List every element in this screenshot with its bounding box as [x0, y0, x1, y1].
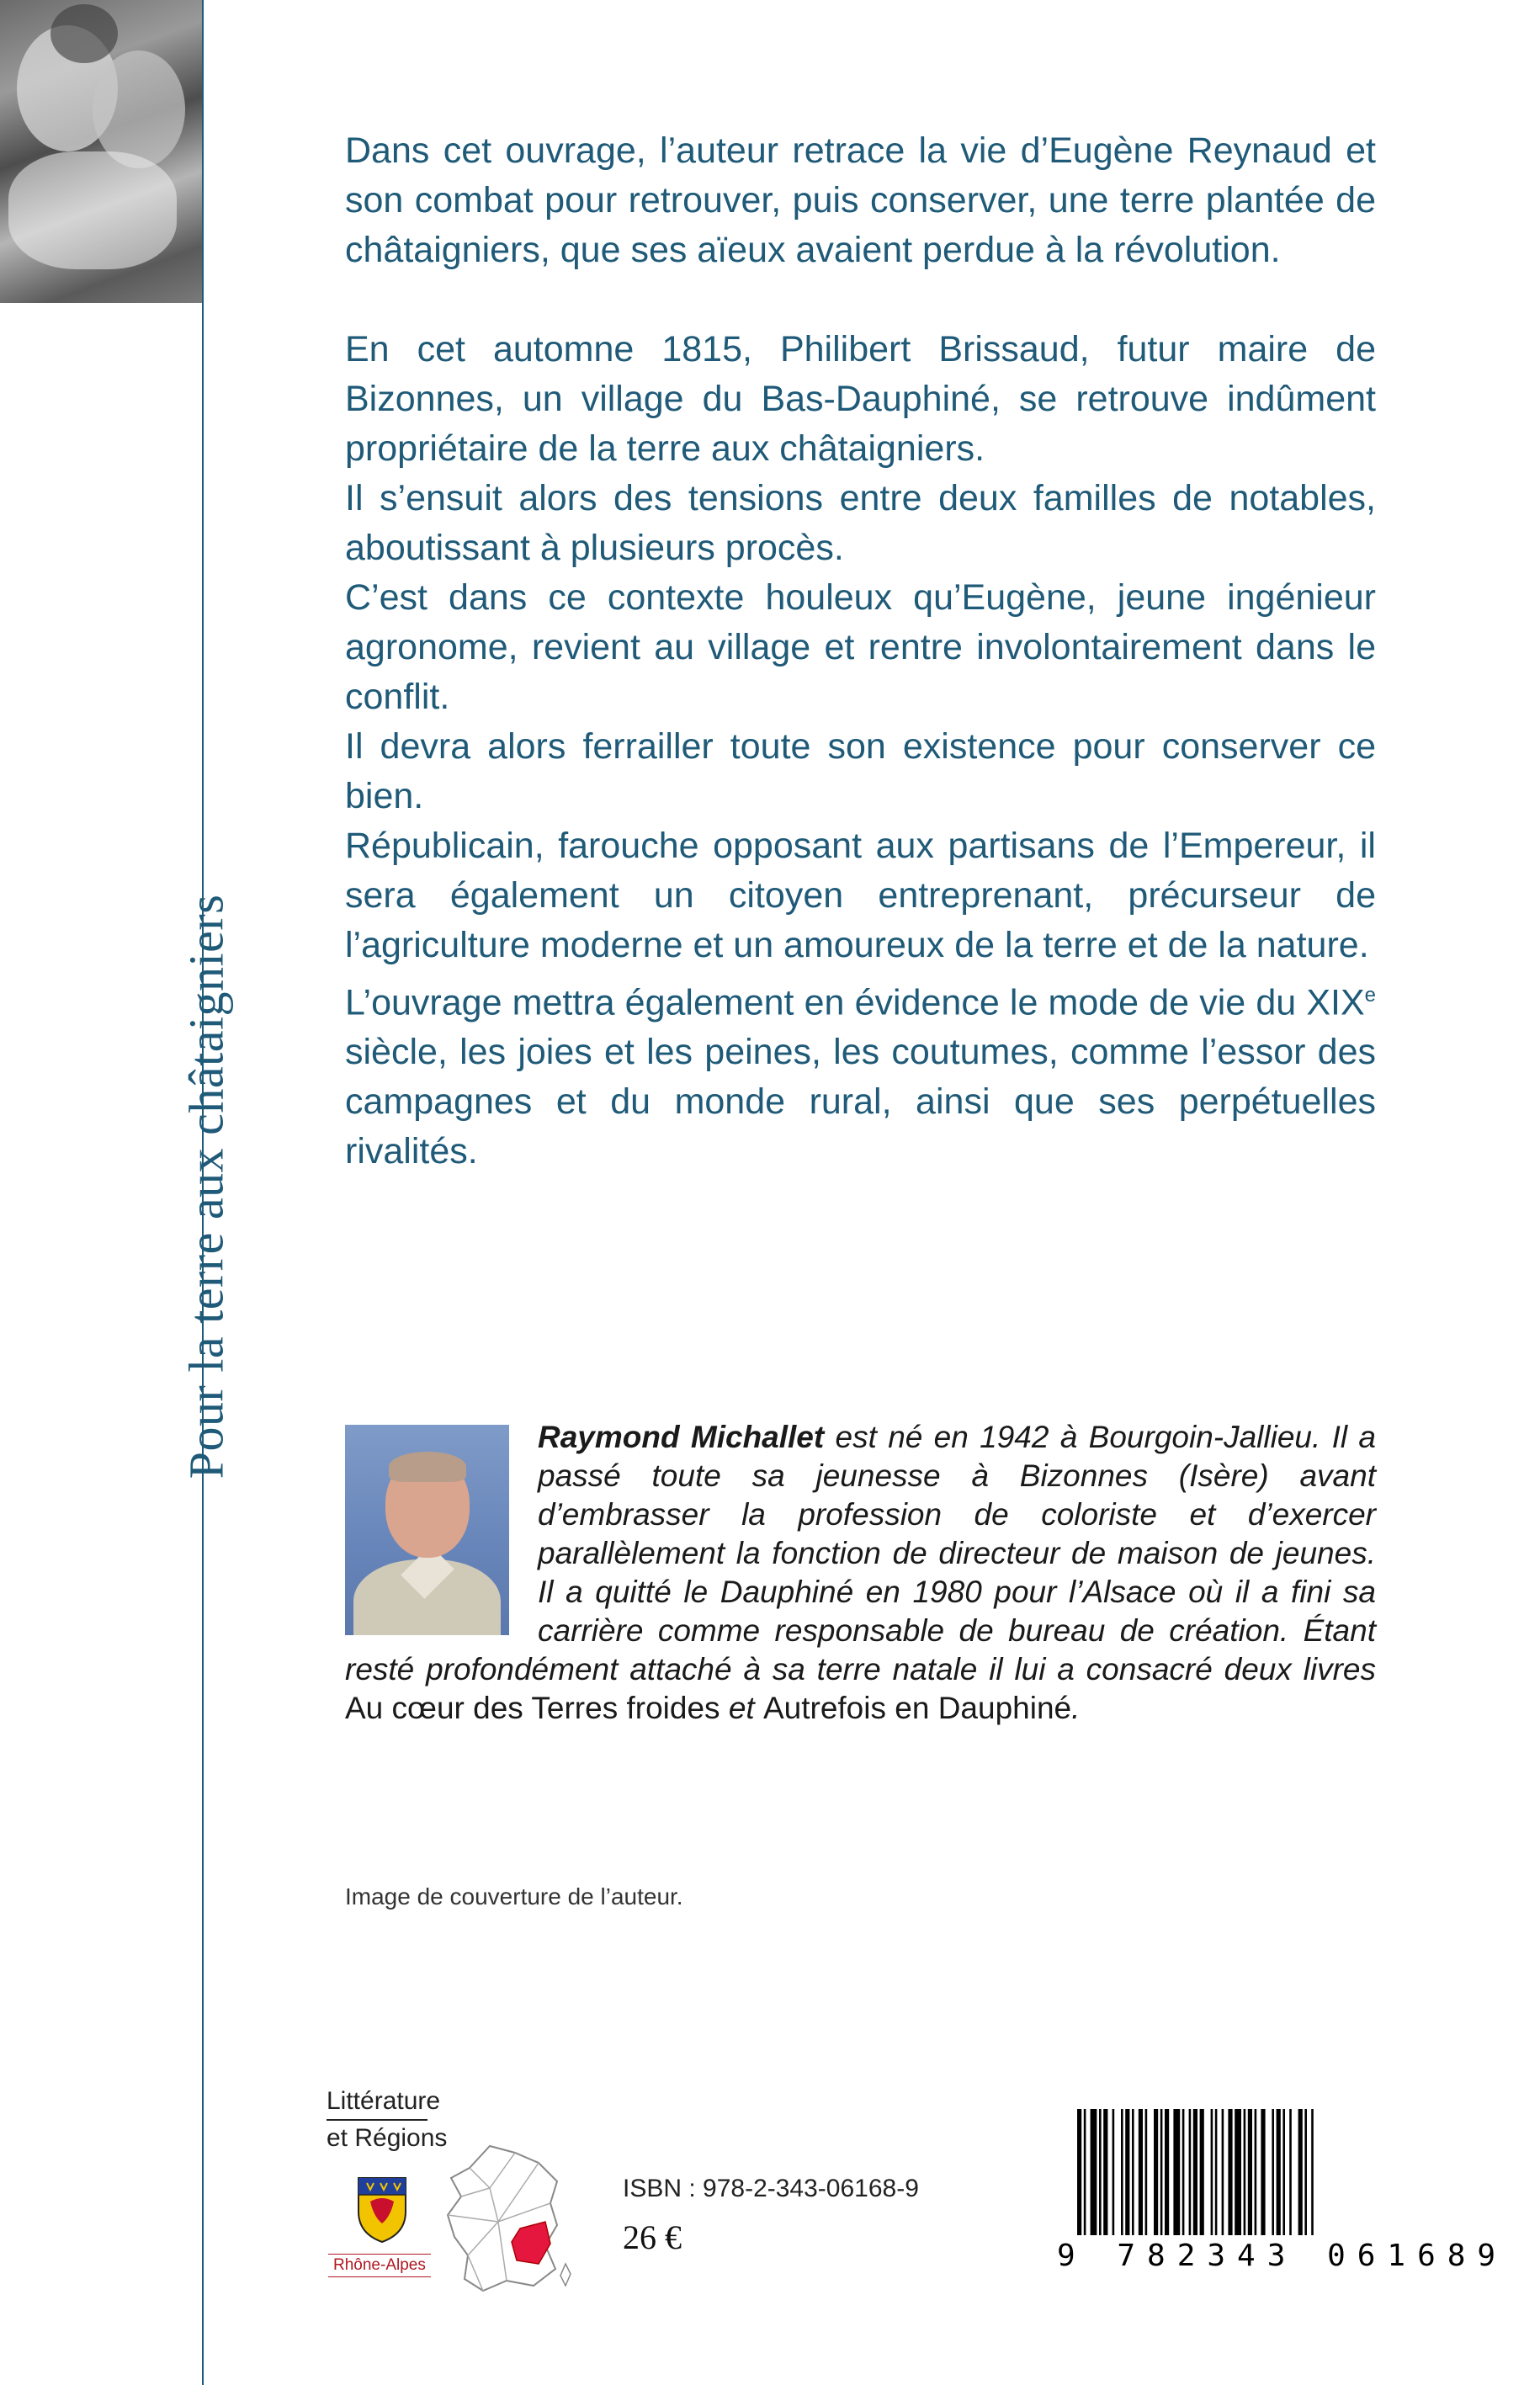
- bio-segment: .: [1071, 1691, 1081, 1725]
- blurb-paragraph: Il s’ensuit alors des tensions entre deux familles de notables, aboutissant à plusieurs procès.: [345, 478, 1376, 568]
- author-name: Raymond Michallet: [538, 1420, 825, 1454]
- cover-photo-children: [0, 0, 202, 303]
- blurb-paragraph: En cet automne 1815, Philibert Brissaud, futur maire de Bizonnes, un village du Bas-Dauphiné, se retrouve indûment propriétaire de la terre aux châtaigniers.: [345, 329, 1376, 469]
- logo-rule: [327, 2119, 427, 2121]
- logo-line-1: Littérature: [327, 2087, 441, 2115]
- blurb-paragraph: Il devra alors ferrailler toute son existence pour conserver ce bien.: [345, 726, 1376, 816]
- book-title: Au cœur des Terres froides: [345, 1691, 720, 1725]
- barcode-icon: [1077, 2109, 1397, 2235]
- coat-of-arms-icon: [355, 2173, 409, 2244]
- isbn: ISBN : 978-2-343-06168-9: [623, 2175, 919, 2202]
- author-bio: [345, 1418, 1376, 1728]
- price: 26 €: [623, 2218, 682, 2256]
- blurb-text: L’ouvrage mettra également en évidence le mode de vie du XIX: [345, 982, 1365, 1023]
- blurb: [345, 126, 1376, 1177]
- publisher-logo: [321, 2087, 574, 2340]
- bio-segment: et: [720, 1691, 763, 1725]
- spine: [0, 0, 202, 2385]
- blurb-paragraph: [345, 970, 1376, 1177]
- blurb-paragraph: Dans cet ouvrage, l’auteur retrace la vie d’Eugène Reynaud et son combat pour retrouver, puis conserver, une terre plantée de châtaigniers, que ses aïeux avaient perdue à la révolution.: [345, 130, 1376, 270]
- logo-region: Rhône-Alpes: [328, 2254, 431, 2277]
- blurb-paragraph: Républicain, farouche opposant aux partisans de l’Empereur, il sera également un citoyen entreprenant, précurseur de l’agriculture moderne et un amoureux de la terre et de la nature.: [345, 826, 1376, 965]
- century-superscript: e: [1364, 984, 1376, 1007]
- logo-line-2: et Régions: [327, 2124, 448, 2152]
- image-credit: Image de couverture de l’auteur.: [345, 1883, 683, 1910]
- book-title: Autrefois en Dauphiné: [762, 1691, 1072, 1725]
- bio-segment: est né en 1942 à Bourgoin-Jallieu. Il a passé toute sa jeunesse à Bizonnes (Isère) avant d’embrasser la profession de coloriste et d’exercer parallèlement la fonction de directeur de maison de jeunes. Il a quitté le Dauphiné en 1980 pour l’Alsace où il a fini sa carrière comme responsable de bureau de création. Étant resté profondément attaché à sa terre natale il lui a consacré deux livres: [345, 1420, 1376, 1686]
- barcode-digits: 9 782343 061689: [1057, 2239, 1508, 2273]
- spine-title-text: Pour la terre aux châtaigniers: [178, 894, 234, 1479]
- blurb-text: siècle, les joies et les peines, les coutumes, comme l’essor des campagnes et du monde rural, ainsi que ses perpétuelles rivalités.: [345, 1032, 1376, 1172]
- france-map-icon: [439, 2138, 574, 2306]
- author-photo: [345, 1425, 509, 1635]
- blurb-paragraph: C’est dans ce contexte houleux qu’Eugène, jeune ingénieur agronome, revient au village et rentre involontairement dans le conflit.: [345, 577, 1376, 717]
